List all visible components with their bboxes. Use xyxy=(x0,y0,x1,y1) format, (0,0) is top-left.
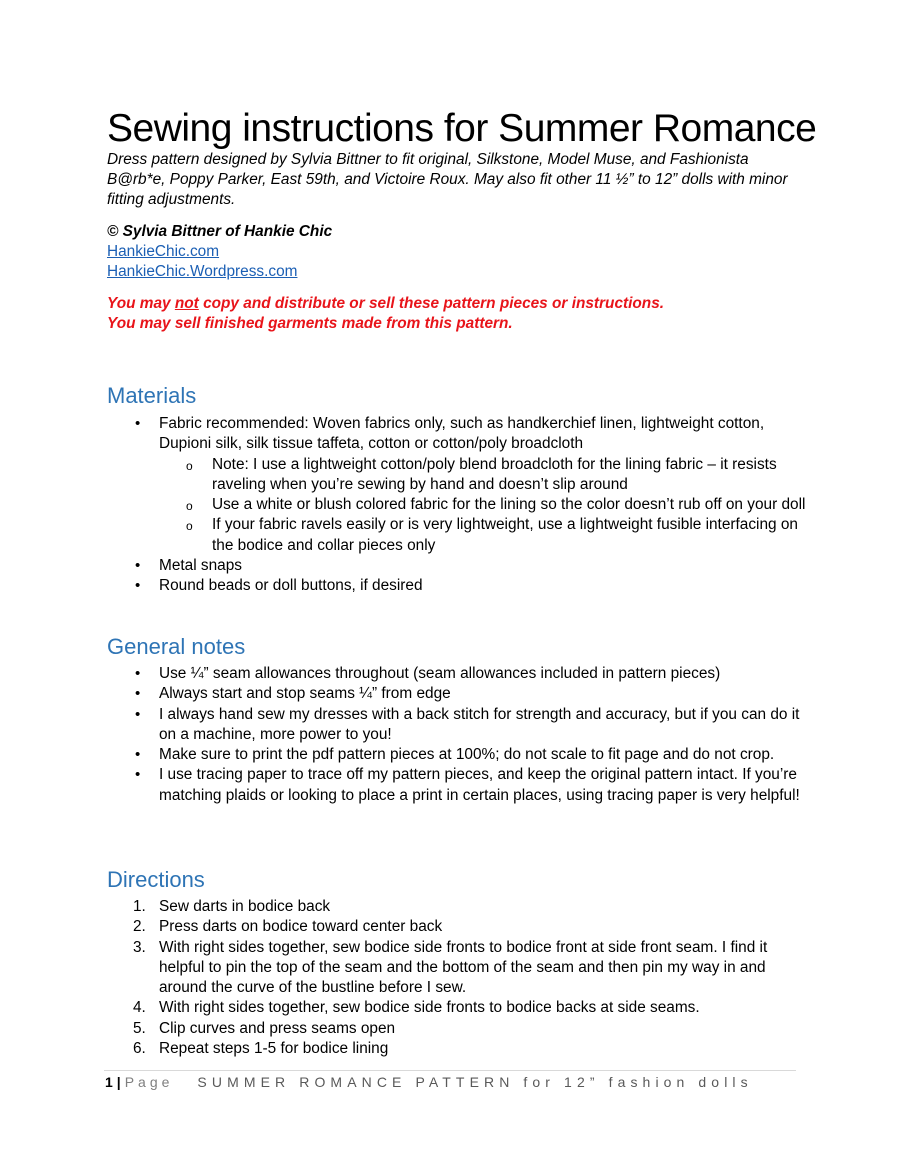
step-text: With right sides together, sew bodice side fronts to bodice backs at side seams. xyxy=(159,999,700,1017)
step-item xyxy=(107,938,807,999)
warning-line-1: You may not copy and distribute or sell these pattern pieces or instructions. xyxy=(107,295,665,312)
step-text: Sew darts in bodice back xyxy=(159,898,331,915)
materials-heading: Materials xyxy=(107,383,197,408)
step-text: With right sides together, sew bodice side fronts to bodice front at side front seam. I find it helpful to pin the top of the seam and the bottom of the seam and then pin my way in and around the curve of the bustline before I sew. xyxy=(159,938,768,997)
copyright-line: © Sylvia Bittner of Hankie Chic xyxy=(107,223,333,240)
page-label: Page xyxy=(124,1074,174,1090)
step-number: 1. xyxy=(133,898,146,915)
step-item xyxy=(107,897,807,917)
directions-heading: Directions xyxy=(107,867,205,892)
page-number: 1 xyxy=(105,1074,113,1090)
list-item: • Make sure to print the pdf pattern pieces at 100%; do not scale to fit page and do not crop. xyxy=(107,745,807,765)
step-number: 6. xyxy=(133,1040,146,1058)
step-item xyxy=(107,998,807,1018)
footer-title: SUMMER ROMANCE PATTERN for 12” fashion dolls xyxy=(197,1074,753,1090)
list-item: • Fabric recommended: Woven fabrics only, such as handkerchief linen, lightweight cotton, Dupioni silk, silk tissue taffeta, cotton or cotton/poly broadcloth xyxy=(107,414,807,455)
document-title: Sewing instructions for Summer Romance xyxy=(107,107,817,150)
warning-emphasis: not xyxy=(174,295,199,312)
footer-separator: | xyxy=(116,1074,121,1090)
step-text: Clip curves and press seams open xyxy=(159,1019,396,1037)
step-number: 3. xyxy=(133,938,146,956)
list-item: • Use ¼” seam allowances throughout (seam allowances included in pattern pieces) xyxy=(107,664,807,684)
directions-list xyxy=(107,897,807,1059)
materials-list xyxy=(107,414,807,597)
hankiechic-link[interactable]: HankieChic.com xyxy=(107,243,220,260)
step-item xyxy=(107,1019,807,1039)
hankiechic-wordpress-link[interactable]: HankieChic.Wordpress.com xyxy=(107,263,298,280)
credit-block xyxy=(107,222,332,282)
list-item: • Metal snaps xyxy=(107,556,807,576)
sub-list-item: o Note: I use a lightweight cotton/poly blend broadcloth for the lining fabric – it resists raveling when you’re sewing by hand and doesn’t slip around xyxy=(107,455,807,496)
list-item: • Always start and stop seams ¼” from edge xyxy=(107,684,807,704)
list-item: • I use tracing paper to trace off my pattern pieces, and keep the original pattern intact. If you’re matching plaids or looking to place a print in certain places, using tracing paper is very helpful! xyxy=(107,765,807,806)
list-item: • I always hand sew my dresses with a back stitch for strength and accuracy, but if you can do it on a machine, more power to you! xyxy=(107,705,807,746)
step-item xyxy=(107,917,807,937)
copyright-warning xyxy=(107,294,664,334)
sub-list-item: o Use a white or blush colored fabric for the lining so the color doesn’t rub off on your doll xyxy=(107,495,807,515)
sub-list-item: o If your fabric ravels easily or is very lightweight, use a lightweight fusible interfacing on the bodice and collar pieces only xyxy=(107,515,807,556)
general-notes-list xyxy=(107,664,807,806)
step-number: 5. xyxy=(133,1019,146,1037)
step-text: Press darts on bodice toward center back xyxy=(159,918,443,936)
step-item xyxy=(107,1039,807,1059)
document-subtitle: Dress pattern designed by Sylvia Bittner to fit original, Silkstone, Model Muse, and Fashionista B@rb*e, Poppy Parker, East 59th, and Victoire Roux. May also fit other 11 ½” to 12” dolls with minor fitting adjustments. xyxy=(107,151,788,208)
footer-divider xyxy=(104,1070,796,1071)
list-item: • Round beads or doll buttons, if desired xyxy=(107,576,807,596)
page-footer xyxy=(105,1073,753,1091)
warning-line-2: You may sell finished garments made from this pattern. xyxy=(107,315,513,332)
step-text: Repeat steps 1-5 for bodice lining xyxy=(159,1040,389,1058)
step-number: 2. xyxy=(133,918,146,936)
step-number: 4. xyxy=(133,999,146,1017)
general-notes-heading: General notes xyxy=(107,634,246,659)
